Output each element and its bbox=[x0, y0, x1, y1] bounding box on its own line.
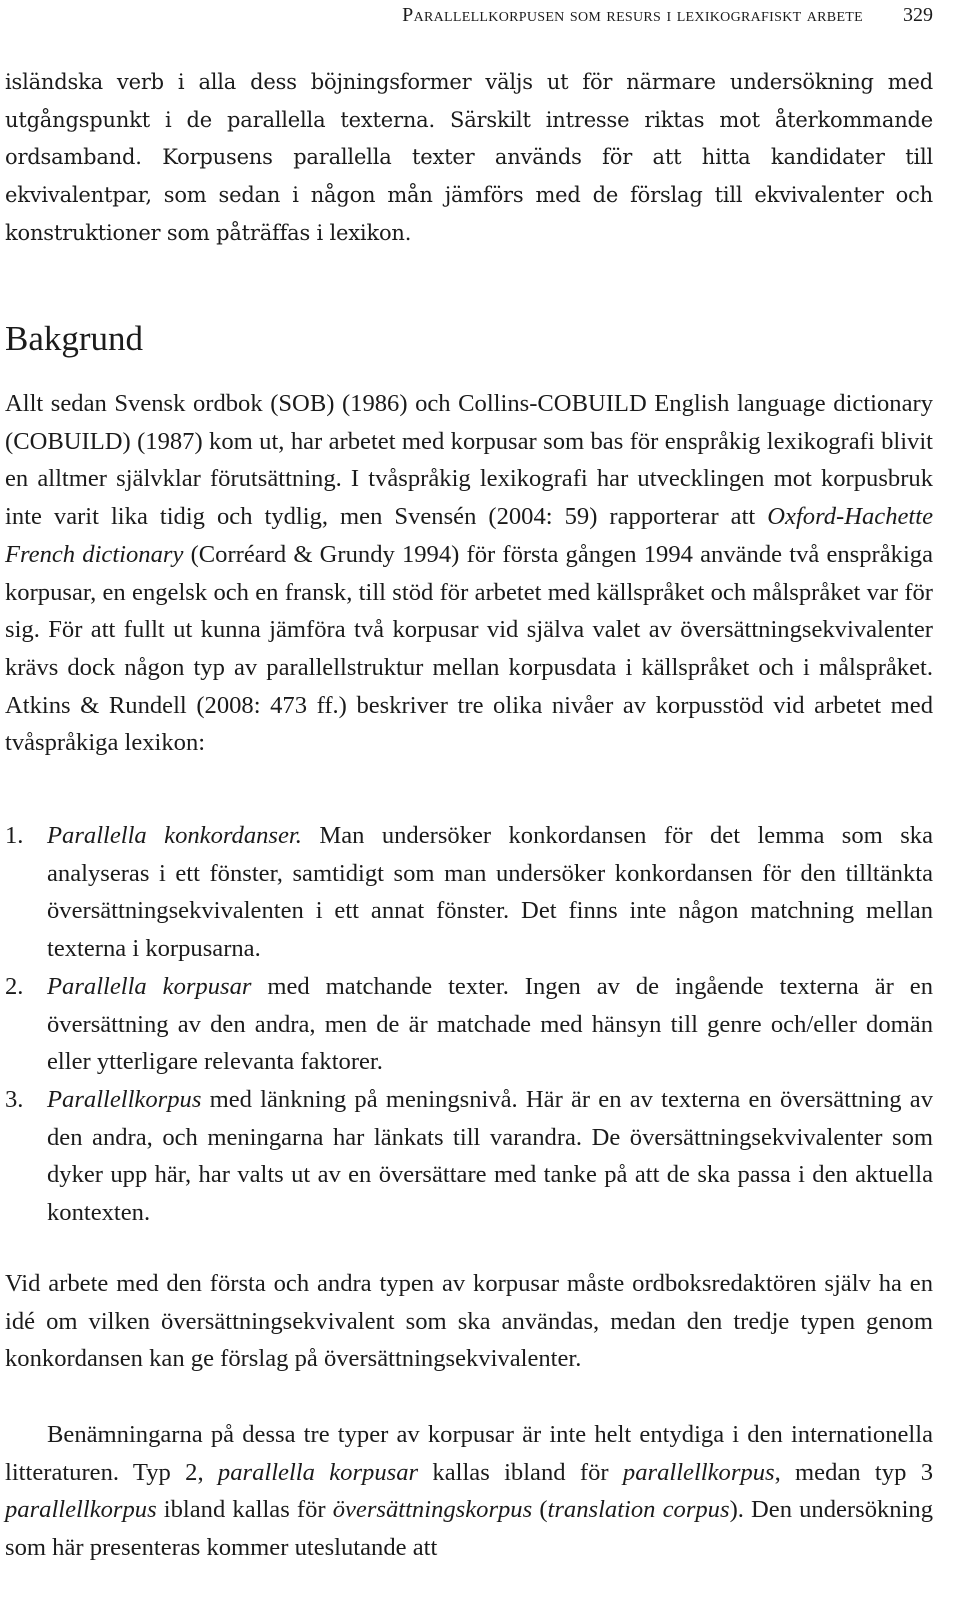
background-paragraph bbox=[5, 385, 933, 762]
list-text: Man undersöker konkordansen för det lemma som ska analyseras i ett fönster, samtidigt som man undersöker konkordansen för den tilltänkta översättningsekvivalenten i ett annat fönster. Det finns inte någon matchning mellan texterna i korpusarna. bbox=[47, 822, 933, 963]
section-heading: Bakgrund bbox=[5, 319, 144, 358]
list-term: Parallella korpusar bbox=[47, 972, 252, 1000]
text-run: ibland kallas för bbox=[156, 1496, 333, 1524]
paragraph-terminology bbox=[5, 1416, 933, 1567]
italic-term: parallella korpusar bbox=[217, 1458, 419, 1486]
list-item bbox=[5, 817, 933, 968]
text-run: ). Den undersökning som här presenteras kommer uteslutande att bbox=[5, 1496, 934, 1562]
text-run: kallas ibland för bbox=[418, 1458, 623, 1486]
list-term: Parallellkorpus bbox=[47, 1085, 202, 1113]
list-term: Parallella konkordanser. bbox=[47, 822, 302, 849]
list-item bbox=[5, 1081, 933, 1232]
corpus-level-list bbox=[5, 817, 933, 1232]
italic-term: translation corpus bbox=[547, 1496, 730, 1524]
list-text: med länkning på meningsnivå. Här är en av texterna en översättning av den andra, och meningarna har länkats till varandra. De översättningsekvivalenter som dyker upp här, har valts ut av en översättare med tanke på att de ska passa i den aktuella kontexten. bbox=[47, 1085, 933, 1227]
paragraph-corpus-work: Vid arbete med den första och andra typen av korpusar måste ordboksredaktören själv ha en idé om vilken översättningsekvivalent som ska användas, medan den tredje typen genom konkordansen kan ge förslag på översättningsekvivalenter. bbox=[5, 1270, 933, 1373]
list-item bbox=[5, 968, 933, 1081]
dictionary-title: Oxford-Hachette French dictionary bbox=[5, 503, 933, 568]
list-text: med matchande texter. Ingen av de ingående texterna är en översättning av den andra, men de är matchade med hänsyn till genre och/eller domän eller ytterligare relevanta faktorer. bbox=[47, 972, 933, 1076]
text-run: ( bbox=[532, 1496, 548, 1524]
intro-paragraph: isländska verb i alla dess böjningsformer väljs ut för närmare undersökning med utgångspunkt i de parallella texterna. Särskilt intresse riktas mot återkommande ordsamband. Korpusens parallella texter används för att hitta kandidater till ekvivalentpar, som sedan i någon mån jämförs med de förslag till ekvivalenter och konstruktioner som påträffas i lexikon. bbox=[5, 70, 933, 245]
background-text-part1: Allt sedan Svensk ordbok (SOB) (1986) och Collins-COBUILD English language dictionary (COBUILD) (1987) kom ut, har arbetet med korpusar som bas för enspråkig lexikografi blivit en alltmer självklar förutsättning. I tvåspråkig lexikografi har utvecklingen mot korpusbruk inte varit lika tidig och tydlig, men Svensén (2004: 59) rapporterar att bbox=[5, 390, 933, 531]
text-run: , medan typ 3 bbox=[774, 1458, 933, 1486]
italic-term: parallellkorpus bbox=[622, 1458, 775, 1486]
running-title: Parallellkorpusen som resurs i lexikografiskt arbete bbox=[402, 4, 863, 26]
background-text-part2: (Corréard & Grundy 1994) för första gången 1994 använde två enspråkiga korpusar, en engelsk och en fransk, till stöd för arbetet med källspråket och målspråket var för sig. För att fullt ut kunna jämföra två korpusar vid själva valet av översättningsekvivalenter krävs dock någon typ av parallellstruktur mellan korpusdata i källspråket och i målspråket. Atkins & Rundell (2008: 473 ff.) beskriver tre olika nivåer av korpusstöd vid arbetet med tvåspråkiga lexikon: bbox=[5, 540, 933, 757]
list-number: 1. bbox=[5, 822, 24, 849]
list-number: 3. bbox=[5, 1085, 24, 1113]
page-number: 329 bbox=[903, 4, 933, 26]
running-head bbox=[5, 0, 933, 30]
italic-term: parallellkorpus bbox=[5, 1496, 157, 1524]
italic-term: översättningskorpus bbox=[332, 1496, 533, 1524]
text-run: Benämningarna på dessa tre typer av korpusar är inte helt entydiga i den internationella litteraturen. Typ 2, bbox=[5, 1421, 933, 1486]
list-number: 2. bbox=[5, 972, 24, 1000]
